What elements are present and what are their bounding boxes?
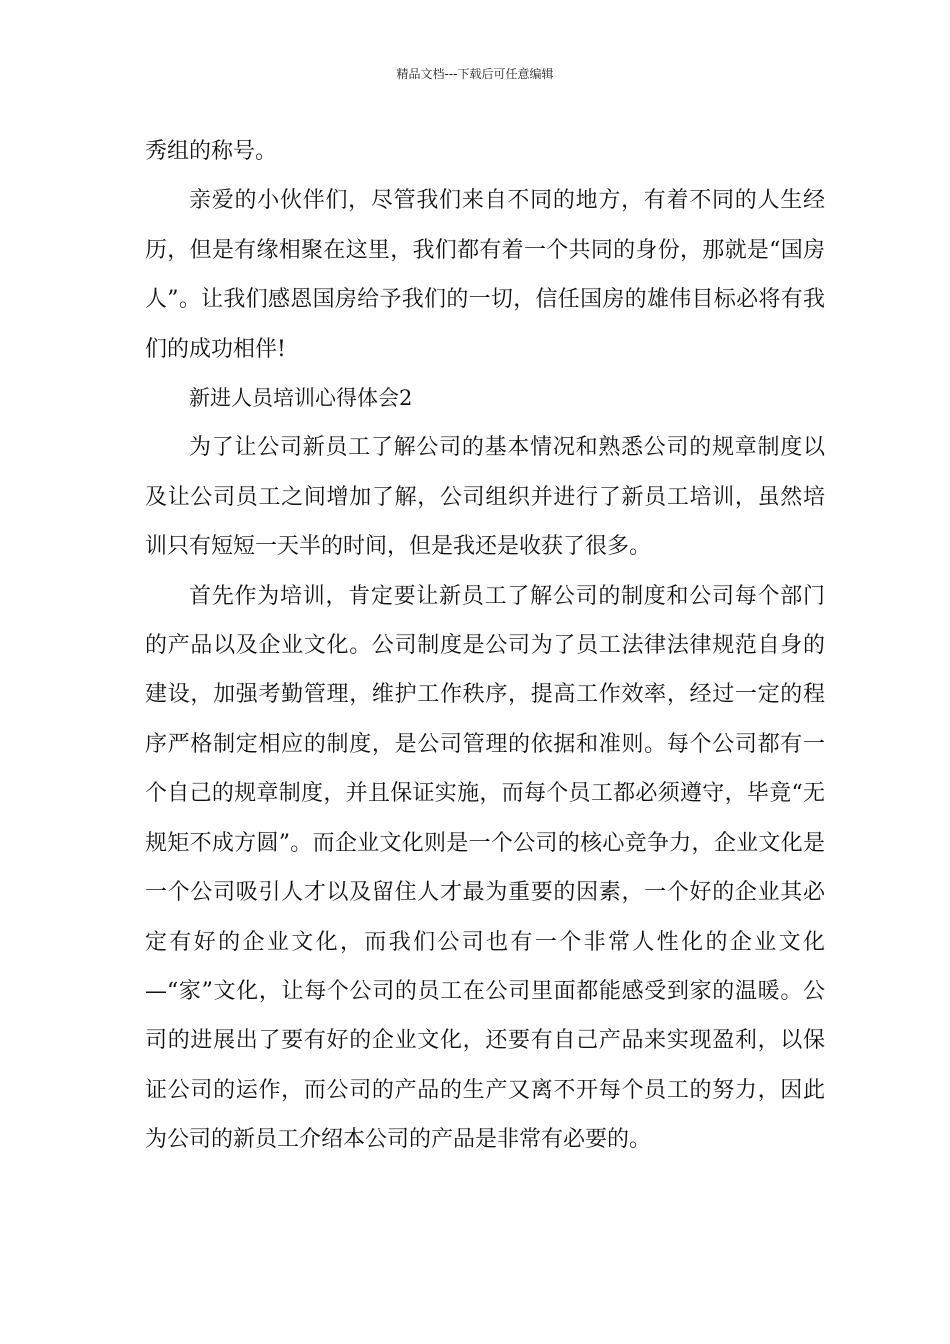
paragraph-body: 首先作为培训，肯定要让新员工了解公司的制度和公司每个部门的产品以及企业文化。公司制度是公司为了员工法律法律规范自身的建设，加强考勤管理，维护工作秩序，提高工作效率，经过一定的程序严格制定相应的制度，是公司管理的依据和准则。每个公司都有一个自己的规章制度，并且保证实施，而每个员工都必须遵守，毕竟“无规矩不成方圆”。而企业文化则是一个公司的核心竞争力，企业文化是一个公司吸引人才以及留住人才最为重要的因素，一个好的企业其必定有好的企业文化，而我们公司也有一个非常人性化的企业文化—“家”文化，让每个公司的员工在公司里面都能感受到家的温暖。公司的进展出了要有好的企业文化，还要有自己产品来实现盈利，以保证公司的运作，而公司的产品的生产又离不开每个员工的努力，因此为公司的新员工介绍本公司的产品是非常有必要的。 [145, 583, 825, 1153]
page-header: 精品文档---下载后可任意编辑 [396, 67, 554, 81]
paragraph-intro: 为了让公司新员工了解公司的基本情况和熟悉公司的规章制度以及让公司员工之间增加了解，公司组织并进行了新员工培训，虽然培训只有短短一天半的时间，但是我还是收获了很多。 [145, 435, 825, 560]
paragraph-greeting: 亲爱的小伙伴们，尽管我们来自不同的地方，有着不同的人生经历，但是有缘相聚在这里，我们都有着一个共同的身份，那就是“国房人”。让我们感恩国房给予我们的一切，信任国房的雄伟目标必将有我们的成功相伴! [145, 188, 825, 362]
document-body [145, 127, 825, 1165]
section-heading: 新进人员培训心得体会2 [189, 386, 413, 411]
paragraph-continuation: 秀组的称号。 [145, 139, 278, 164]
